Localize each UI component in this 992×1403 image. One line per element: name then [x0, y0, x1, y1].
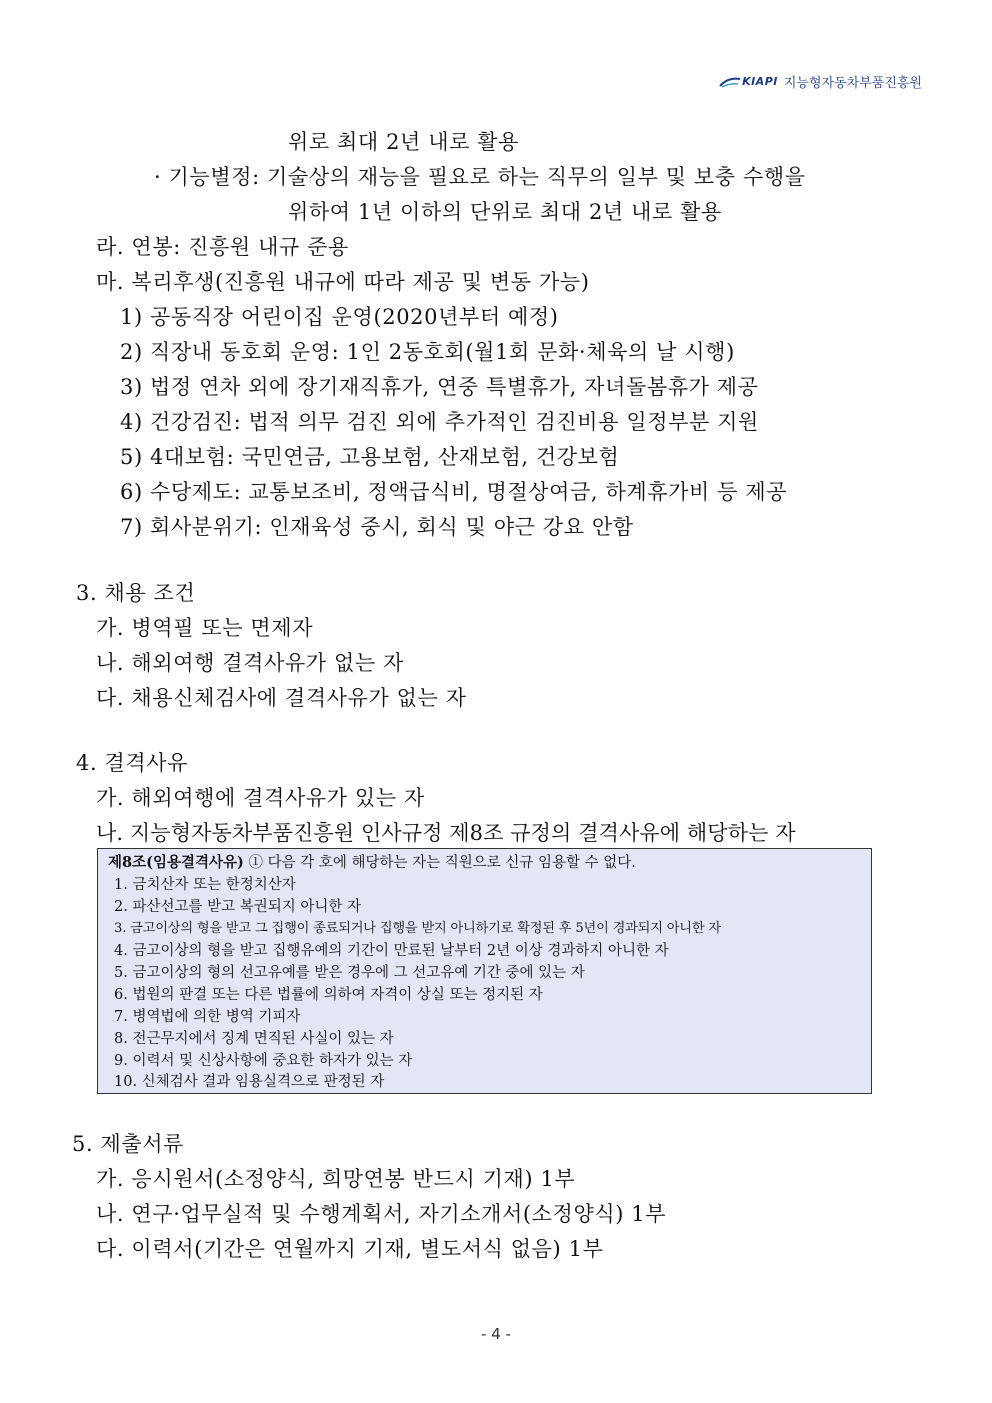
section-heading: 5. 제출서류: [72, 1132, 185, 1156]
swoosh-icon: [718, 75, 742, 89]
box-item: 5. 금고이상의 형의 선고유예를 받은 경우에 그 선고유예 기간 중에 있는 자: [114, 965, 585, 981]
box-item: 1. 금치산자 또는 한정치산자: [114, 877, 296, 893]
text-line: 다. 채용신체검사에 결격사유가 없는 자: [96, 686, 467, 710]
text-line: 위하여 1년 이하의 단위로 최대 2년 내로 활용: [288, 200, 722, 224]
section-heading: 3. 채용 조건: [76, 581, 196, 605]
article-8-box: [97, 848, 872, 1094]
box-heading: [108, 854, 636, 872]
box-item: 4. 금고이상의 형을 받고 집행유예의 기간이 만료된 날부터 2년 이상 경과하지 아니한 자: [114, 943, 669, 959]
text-line: 나. 연구·업무실적 및 수행계획서, 자기소개서(소정양식) 1부: [96, 1202, 667, 1226]
text-line: · 기능별정: 기술상의 재능을 필요로 하는 직무의 일부 및 보충 수행을: [154, 165, 806, 189]
text-line: 5) 4대보험: 국민연금, 고용보험, 산재보험, 건강보험: [120, 445, 620, 469]
logo-text: KIAPI: [742, 75, 778, 88]
box-item: 7. 병역법에 의한 병역 기피자: [114, 1009, 301, 1025]
box-item: 6. 법원의 판결 또는 다른 법률에 의하여 자격이 상실 또는 정지된 자: [114, 987, 543, 1003]
text-line: 나. 지능형자동차부품진흥원 인사규정 제8조 규정의 결격사유에 해당하는 자: [96, 821, 796, 845]
text-line: 나. 해외여행 결격사유가 없는 자: [96, 651, 404, 675]
text-line: 7) 회사분위기: 인재육성 중시, 회식 및 야근 강요 안함: [120, 515, 634, 539]
box-item: 10. 신체검사 결과 임용실격으로 판정된 자: [114, 1074, 385, 1090]
text-line: 6) 수당제도: 교통보조비, 정액급식비, 명절상여금, 하계휴가비 등 제공: [120, 480, 788, 504]
box-item: 9. 이력서 및 신상사항에 중요한 하자가 있는 자: [114, 1053, 413, 1069]
text-line: 4) 건강검진: 법적 의무 검진 외에 추가적인 검진비용 일정부분 지원: [120, 410, 759, 434]
box-item: 2. 파산선고를 받고 복권되지 아니한 자: [114, 899, 361, 915]
section-heading: 4. 결격사유: [76, 751, 189, 775]
text-line: 다. 이력서(기간은 연월까지 기재, 별도서식 없음) 1부: [96, 1237, 604, 1261]
org-name: 지능형자동차부품진흥원: [783, 76, 922, 91]
page-number: - 4 -: [481, 1325, 511, 1343]
text-line: 가. 병역필 또는 면제자: [96, 616, 314, 640]
text-line: 위로 최대 2년 내로 활용: [288, 130, 520, 154]
text-line: 마. 복리후생(진흥원 내규에 따라 제공 및 변동 가능): [96, 270, 590, 294]
text-line: 가. 응시원서(소정양식, 희망연봉 반드시 기재) 1부: [96, 1167, 576, 1191]
text-line: 1) 공동직장 어린이집 운영(2020년부터 예정): [120, 305, 559, 329]
page-header: [718, 72, 922, 91]
box-title: 제8조(임용결격사유): [108, 854, 244, 871]
box-intro: ① 다음 각 호에 해당하는 자는 직원으로 신규 임용할 수 없다.: [243, 855, 636, 871]
box-item: 8. 전근무지에서 징계 면직된 사실이 있는 자: [114, 1031, 394, 1047]
text-line: 2) 직장내 동호회 운영: 1인 2동호회(월1회 문화·체육의 날 시행): [120, 340, 735, 364]
text-line: 라. 연봉: 진흥원 내규 준용: [96, 235, 349, 259]
text-line: 3) 법정 연차 외에 장기재직휴가, 연중 특별휴가, 자녀돌봄휴가 제공: [120, 375, 759, 399]
text-line: 가. 해외여행에 결격사유가 있는 자: [96, 786, 425, 810]
kiapi-logo: [718, 75, 778, 89]
box-item: 3. 금고이상의 형을 받고 그 집행이 종료되거나 집행을 받지 아니하기로 확정된 후 5년이 경과되지 아니한 자: [114, 921, 721, 936]
